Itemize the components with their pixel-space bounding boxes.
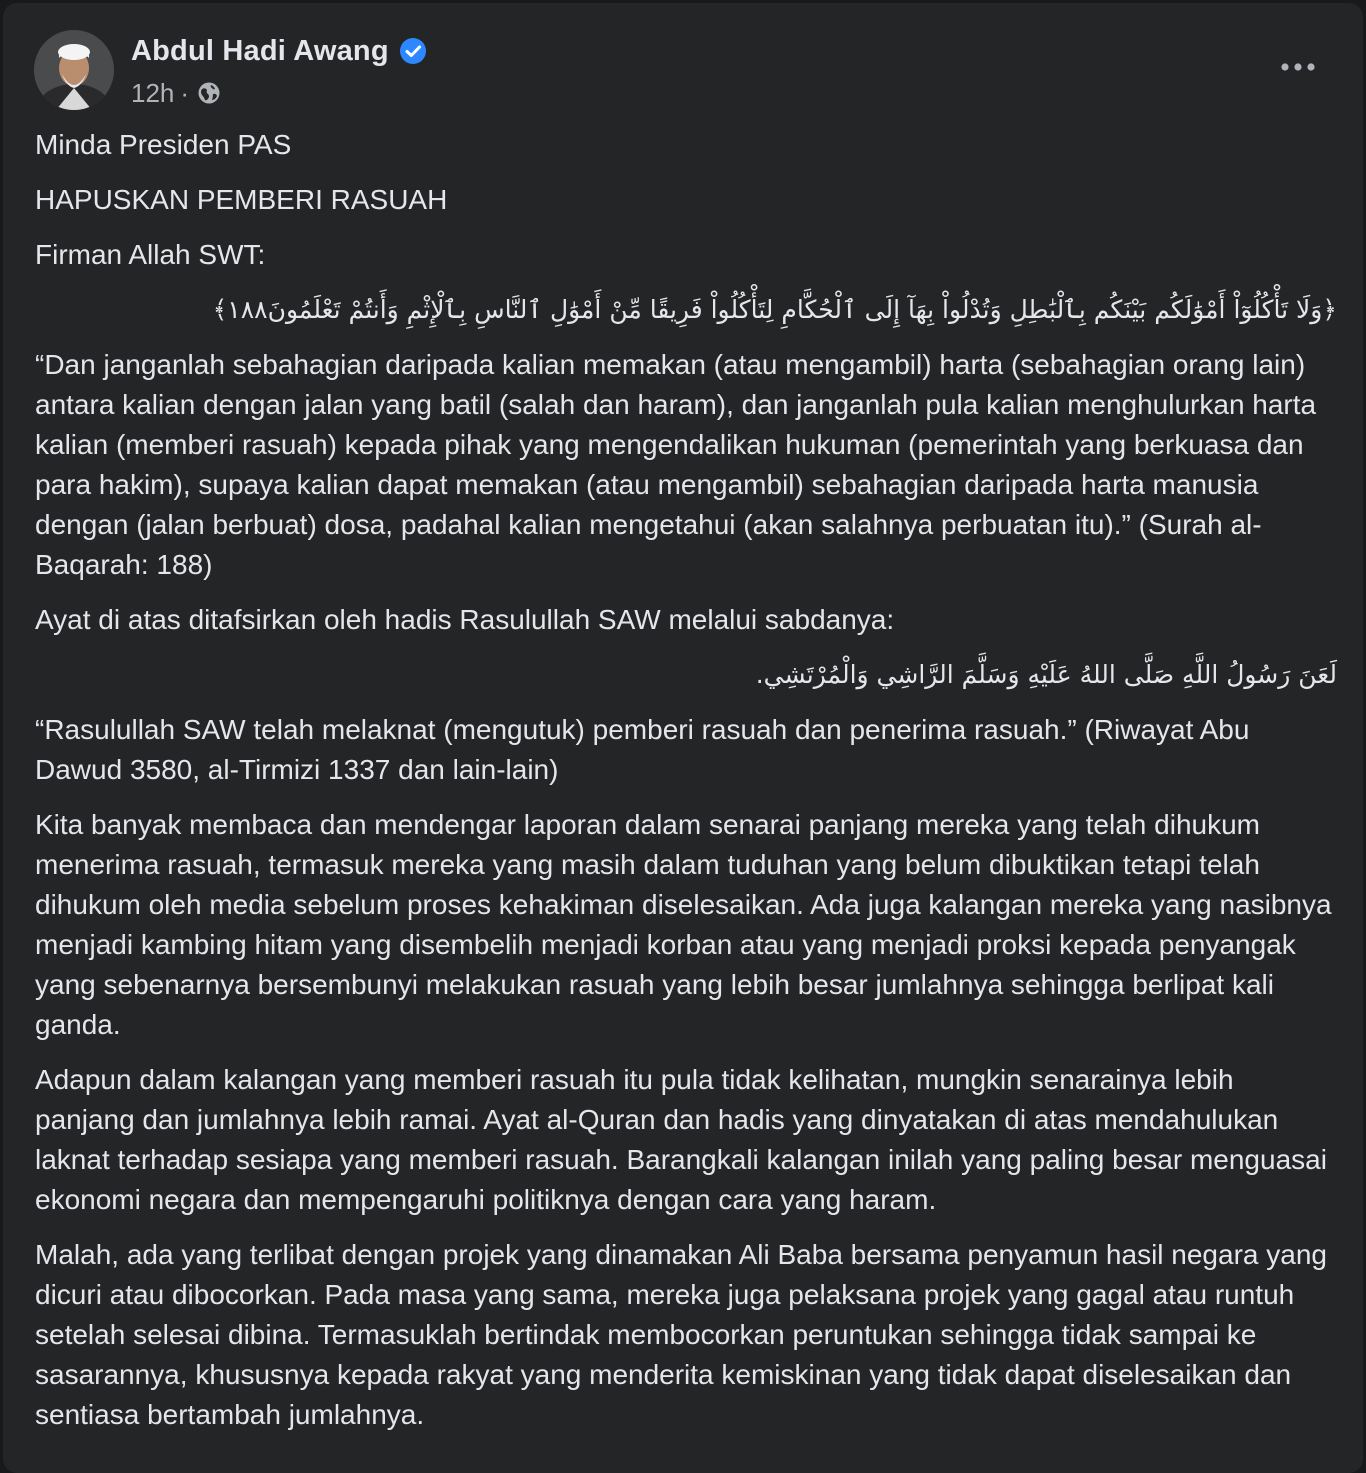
verified-badge-icon (399, 37, 427, 65)
author-name[interactable]: Abdul Hadi Awang (131, 34, 389, 67)
globe-icon[interactable] (197, 81, 221, 105)
post-heading-minda: Minda Presiden PAS (35, 129, 292, 160)
hadith-translation: “Rasulullah SAW telah melaknat (mengutuk) pemberi rasuah dan penerima rasuah.” (Riwayat Abu Dawud 3580, al-Tirmizi 1337 dan lain-lain) (35, 714, 1250, 785)
verse-intro: Firman Allah SWT: (35, 239, 266, 270)
paragraph-givers: Adapun dalam kalangan yang memberi rasuah itu pula tidak kelihatan, mungkin senarainya lebih panjang dan jumlahnya lebih ramai. Ayat al-Quran dan hadis yang dinyatakan di atas mendahulukan laknat terhadap sesiapa yang memberi rasuah. Barangkali kalangan inilah yang paling besar menguasai ekonomi negara dan mempengaruhi politiknya dengan cara yang haram. (35, 1064, 1327, 1215)
meta-separator: · (180, 77, 190, 108)
more-options-button[interactable] (1273, 47, 1323, 87)
post-heading-title: HAPUSKAN PEMBERI RASUAH (35, 184, 448, 215)
post-meta (131, 75, 221, 111)
author-line (131, 31, 427, 71)
facebook-post-card (3, 3, 1363, 1473)
author-avatar[interactable] (34, 30, 114, 110)
quran-verse-translation: “Dan janganlah sebahagian daripada kalian memakan (atau mengambil) harta (sebahagian orang lain) antara kalian dengan jalan yang batil (salah dan haram), dan janganlah pula kalian menghulurkan harta kalian (memberi rasuah) kepada pihak yang mengendalikan hukuman (pemerintah yang berkuasa dan para hakim), supaya kalian dapat memakan (atau mengambil) sebahagian daripada harta manusia dengan (jalan berbuat) dosa, padahal kalian mengetahui (akan salahnya perbuatan itu).” (Surah al-Baqarah: 188) (35, 349, 1317, 580)
more-options-icon (1280, 62, 1316, 72)
paragraph-ali-baba: Malah, ada yang terlibat dengan projek yang dinamakan Ali Baba bersama penyamun hasil negara yang dicuri atau dibocorkan. Pada masa yang sama, mereka juga pelaksana projek yang gagal atau runtuh setelah selesai dibina. Termasuklah bertindak membocorkan peruntukan sehingga tidak sampai ke sasarannya, khususnya kepada rakyat yang menderita kemiskinan yang tidak dapat diselesaikan dan sentiasa bertambah jumlahnya. (35, 1239, 1327, 1430)
post-time[interactable]: 12h (131, 77, 175, 108)
quran-verse-arabic: ﴿وَلَا تَأْكُلُوٓاْ أَمْوَٰلَكُم بَيْنَكُم بِٱلْبَٰطِلِ وَتُدْلُواْ بِهَآ إِلَى ٱلْحُكَّامِ لِتَأْكُلُواْ فَرِيقًا مِّنْ أَمْوَٰلِ ٱلنَّاسِ بِٱلْإِثْمِ وَأَنتُمْ تَعْلَمُونَ١٨٨﴾ (212, 295, 1337, 324)
post-body (35, 125, 1337, 1450)
paragraph-reports: Kita banyak membaca dan mendengar laporan dalam senarai panjang mereka yang telah dihukum menerima rasuah, termasuk mereka yang masih dalam tuduhan yang belum dibuktikan tetapi telah dihukum oleh media sebelum proses kehakiman diselesaikan. Ada juga kalangan mereka yang nasibnya menjadi kambing hitam yang disembelih menjadi korban atau yang menjadi proksi kepada penyangak yang sebenarnya bersembunyi melakukan rasuah yang lebih besar jumlahnya sehingga berlipat kali ganda. (35, 809, 1332, 1040)
post-header (3, 3, 1363, 123)
avatar-photo-icon (34, 30, 114, 110)
hadith-intro: Ayat di atas ditafsirkan oleh hadis Rasulullah SAW melalui sabdanya: (35, 604, 895, 635)
hadith-arabic: لَعَنَ رَسُولُ اللَّهِ صَلَّى اللهُ عَلَيْهِ وَسَلَّمَ الرَّاشِي وَالْمُرْتَشِي. (755, 660, 1337, 689)
